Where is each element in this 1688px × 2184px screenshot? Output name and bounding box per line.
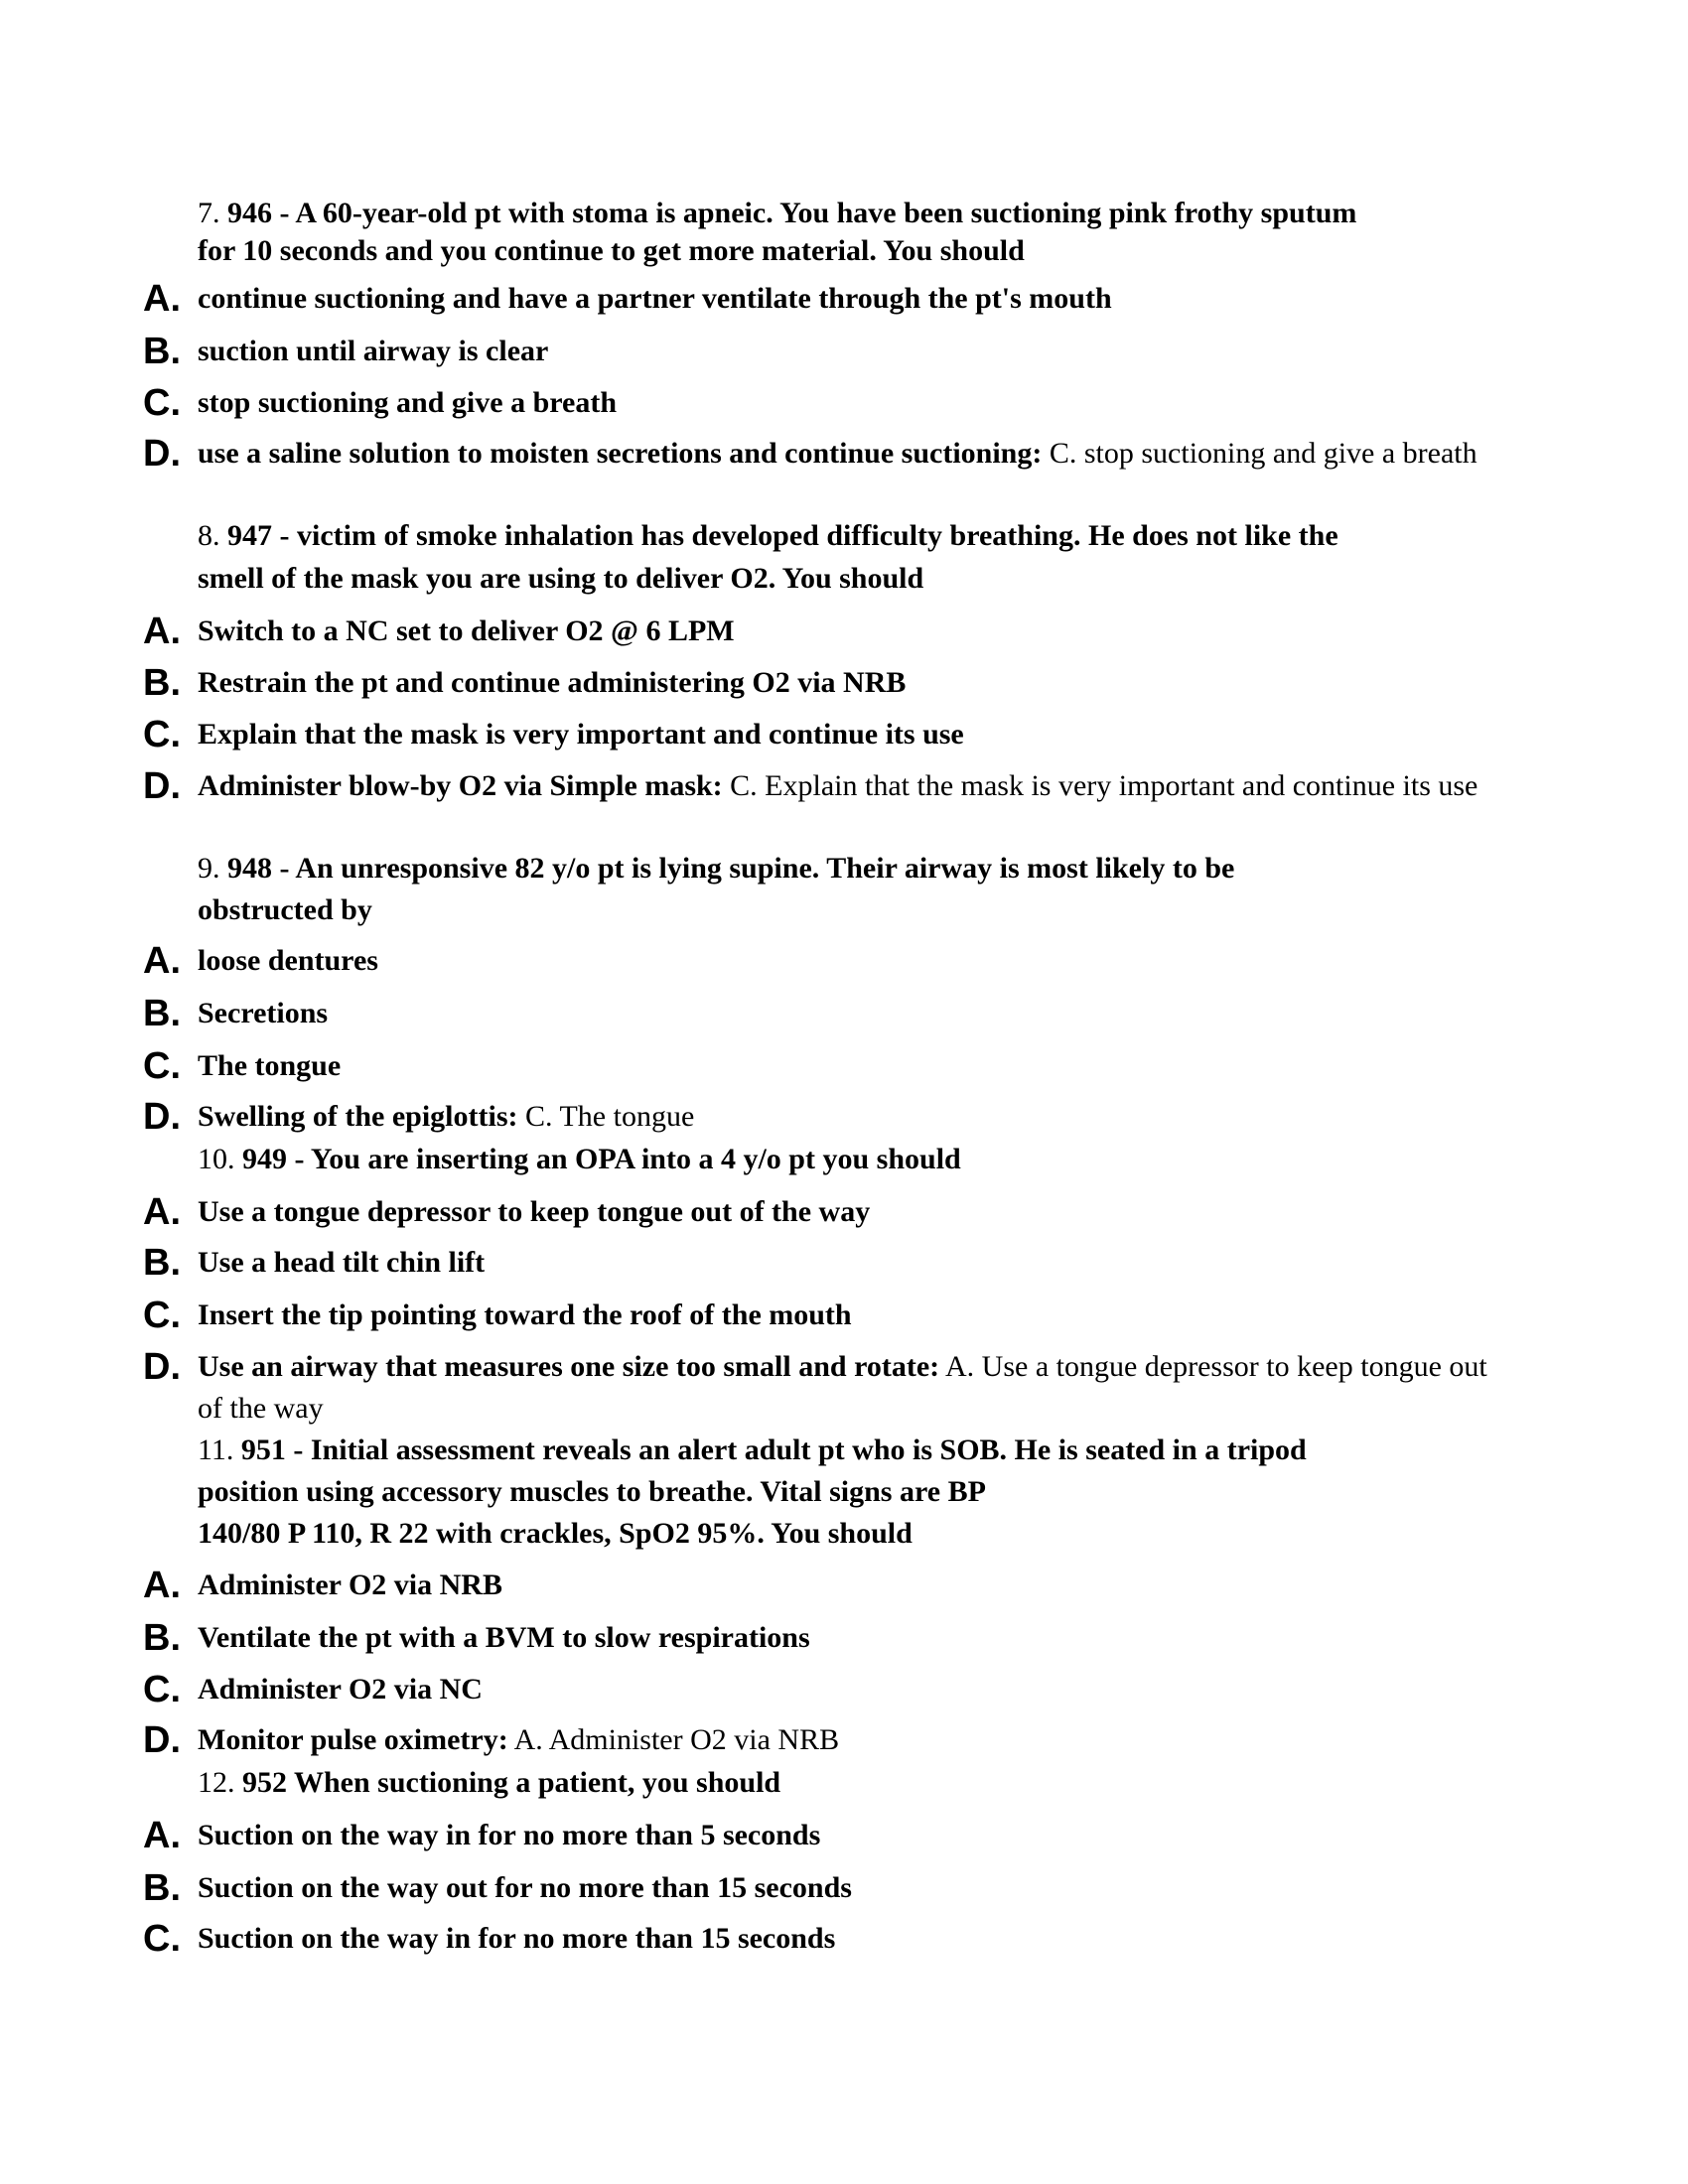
correct-answer: A. Use a tongue depressor to keep tongue out of the way [198, 1350, 1487, 1425]
option-text: Use a head tilt chin lift [198, 1246, 486, 1279]
option-text: Administer blow-by O2 via Simple mask: [198, 769, 723, 802]
question-stem-text: 949 - You are inserting an OPA into a 4 y/o pt you should [242, 1143, 961, 1175]
question-stem-text: 947 - victim of smoke inhalation has developed difficulty breathing. He does not like the [227, 519, 1338, 552]
answer-option[interactable] [198, 1242, 1488, 1284]
answer-option[interactable] [198, 1918, 1488, 1960]
option-letter: D. [143, 1096, 181, 1138]
answer-option[interactable] [198, 714, 1488, 755]
answer-option[interactable] [198, 331, 1488, 372]
option-letter: B. [143, 331, 181, 372]
option-letter: D. [143, 433, 181, 475]
question-stem-line [198, 1471, 1488, 1513]
option-letter: A. [143, 1565, 181, 1606]
option-text: Insert the tip pointing toward the roof of the mouth [198, 1298, 852, 1331]
question-number: 7. [198, 197, 220, 229]
correct-answer: C. Explain that the mask is very important and continue its use [730, 769, 1478, 802]
question-stem-line [198, 515, 1488, 557]
question-number: 8. [198, 519, 220, 552]
answer-option[interactable] [198, 1815, 1488, 1856]
answer-option[interactable] [198, 1867, 1488, 1909]
answer-option[interactable] [198, 1565, 1488, 1606]
question-stem-text: 140/80 P 110, R 22 with crackles, SpO2 95%. You should [198, 1517, 913, 1550]
option-letter: C. [143, 1669, 181, 1710]
option-text: Explain that the mask is very important and continue its use [198, 718, 964, 751]
option-letter: A. [143, 611, 181, 652]
answer-option[interactable] [198, 382, 1488, 424]
option-letter: A. [143, 1191, 181, 1233]
answer-option[interactable] [198, 940, 1488, 982]
option-text: Suction on the way in for no more than 5 seconds [198, 1819, 821, 1851]
question-number: 12. [198, 1766, 235, 1799]
question-stem-text: 946 - A 60-year-old pt with stoma is apneic. You have been suctioning pink frothy sputum [227, 197, 1357, 229]
answer-option[interactable] [198, 993, 1488, 1034]
question-stem-line [198, 1430, 1488, 1471]
correct-answer: A. Administer O2 via NRB [513, 1723, 840, 1756]
question-stem-line [198, 889, 1488, 931]
option-text: Restrain the pt and continue administering O2 via NRB [198, 666, 907, 699]
answer-option[interactable] [198, 1295, 1488, 1336]
option-text: The tongue [198, 1049, 342, 1082]
answer-option[interactable] [198, 1617, 1488, 1659]
question-stem-line [198, 1139, 1488, 1180]
option-text: continue suctioning and have a partner ventilate through the pt's mouth [198, 282, 1112, 315]
option-text: Monitor pulse oximetry: [198, 1723, 508, 1756]
option-letter: A. [143, 278, 181, 320]
option-text: Suction on the way in for no more than 15 seconds [198, 1922, 836, 1955]
answer-option[interactable] [198, 1191, 1488, 1233]
option-letter: C. [143, 1295, 181, 1336]
question-number: 9. [198, 852, 220, 885]
answer-option[interactable] [198, 433, 1488, 475]
option-letter: D. [143, 765, 181, 807]
correct-answer: C. The tongue [525, 1100, 695, 1133]
question-number: 10. [198, 1143, 235, 1175]
question-stem-line [198, 1513, 1488, 1555]
option-text: Use an airway that measures one size too small and rotate: [198, 1350, 940, 1383]
option-text: use a saline solution to moisten secretions and continue suctioning: [198, 437, 1043, 470]
question-stem-text: 951 - Initial assessment reveals an alert adult pt who is SOB. He is seated in a tripod [240, 1433, 1307, 1466]
question-stem-text: for 10 seconds and you continue to get more material. You should [198, 234, 1025, 267]
answer-option[interactable] [198, 1669, 1488, 1710]
option-text: Ventilate the pt with a BVM to slow respirations [198, 1621, 810, 1654]
question-stem-text: 948 - An unresponsive 82 y/o pt is lying supine. Their airway is most likely to be [227, 852, 1235, 885]
option-text: Suction on the way out for no more than 15 seconds [198, 1871, 852, 1904]
question-stem-text: smell of the mask you are using to deliver O2. You should [198, 562, 924, 595]
answer-option[interactable] [198, 1346, 1488, 1430]
question-number: 11. [198, 1433, 234, 1466]
option-text: Secretions [198, 997, 329, 1029]
option-letter: B. [143, 993, 181, 1034]
option-text: stop suctioning and give a breath [198, 386, 618, 419]
question-stem-line [198, 848, 1488, 889]
option-text: suction until airway is clear [198, 335, 549, 367]
option-text: Switch to a NC set to deliver O2 @ 6 LPM [198, 614, 735, 647]
question-stem-text: obstructed by [198, 893, 372, 926]
option-letter: A. [143, 940, 181, 982]
answer-option[interactable] [198, 765, 1488, 807]
option-letter: D. [143, 1719, 181, 1761]
option-letter: B. [143, 1242, 181, 1284]
answer-option[interactable] [198, 278, 1488, 320]
option-letter: C. [143, 1045, 181, 1087]
option-letter: C. [143, 714, 181, 755]
answer-option[interactable] [198, 1719, 1488, 1761]
option-text: Swelling of the epiglottis: [198, 1100, 518, 1133]
option-letter: D. [143, 1346, 181, 1388]
option-letter: B. [143, 1617, 181, 1659]
option-text: Administer O2 via NRB [198, 1569, 502, 1601]
option-letter: C. [143, 382, 181, 424]
option-letter: B. [143, 1867, 181, 1909]
question-stem-line [198, 193, 1488, 234]
question-stem-line [198, 558, 1488, 600]
answer-option[interactable] [198, 1045, 1488, 1087]
question-stem-line [198, 230, 1488, 272]
answer-option[interactable] [198, 1096, 1488, 1138]
option-text: Use a tongue depressor to keep tongue out of the way [198, 1195, 871, 1228]
option-text: loose dentures [198, 944, 378, 977]
option-letter: A. [143, 1815, 181, 1856]
option-text: Administer O2 via NC [198, 1673, 483, 1706]
question-stem-text: 952 When suctioning a patient, you should [242, 1766, 781, 1799]
answer-option[interactable] [198, 611, 1488, 652]
question-stem-line [198, 1762, 1488, 1804]
option-letter: C. [143, 1918, 181, 1960]
correct-answer: C. stop suctioning and give a breath [1049, 437, 1477, 470]
answer-option[interactable] [198, 662, 1488, 704]
question-stem-text: position using accessory muscles to breathe. Vital signs are BP [198, 1475, 986, 1508]
option-letter: B. [143, 662, 181, 704]
